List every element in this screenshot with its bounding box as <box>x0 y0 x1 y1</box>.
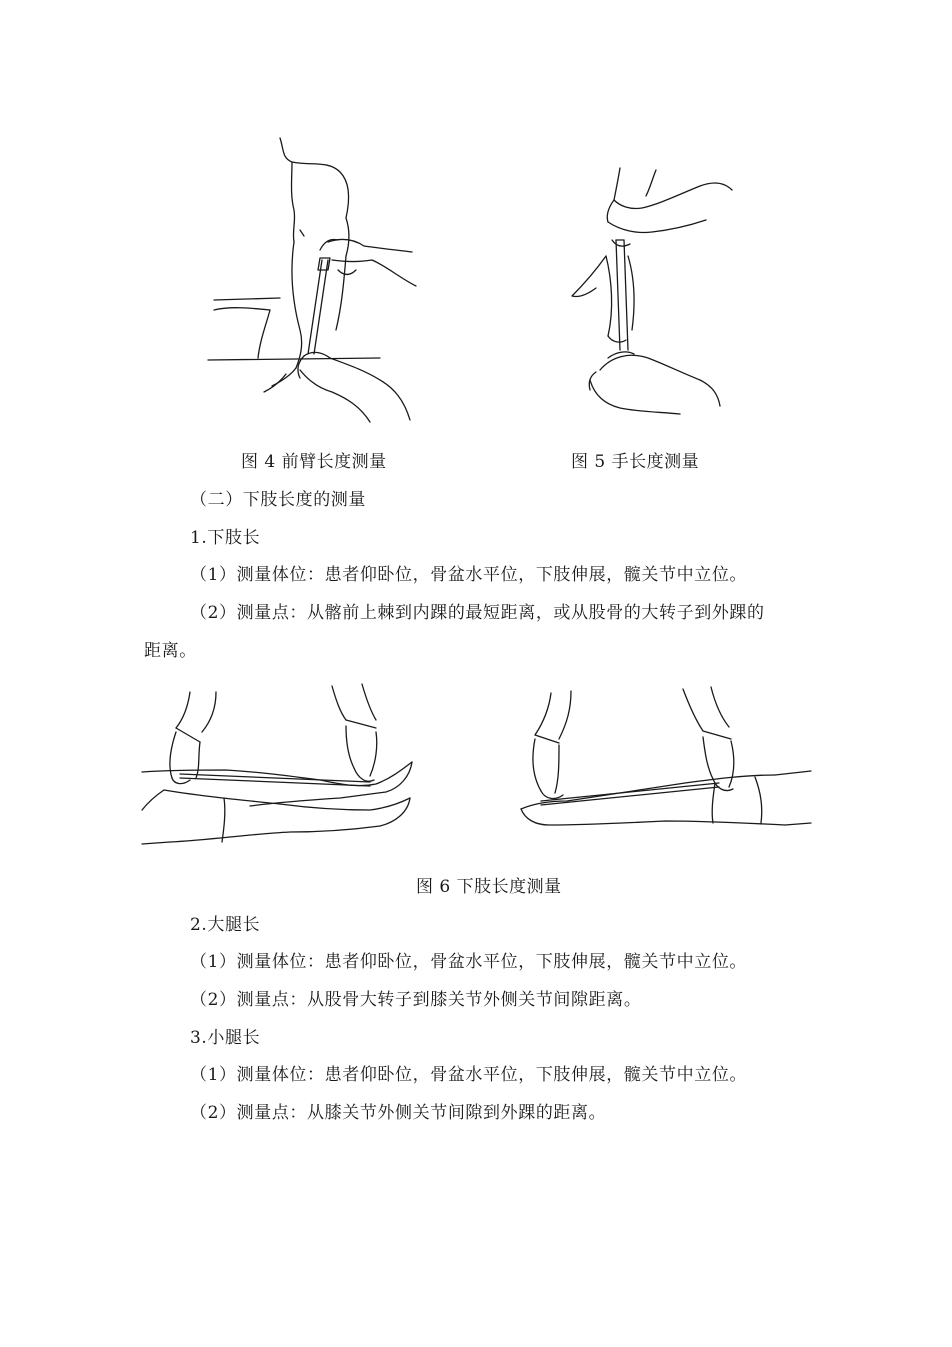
section-heading: （二）下肢长度的测量 <box>190 490 366 510</box>
lower-limb-points-line2: 距离。 <box>144 641 197 661</box>
figure-5-caption: 图 5 手长度测量 <box>571 452 700 472</box>
thigh-points: （2）测量点：从股骨大转子到膝关节外侧关节间隙距离。 <box>190 990 642 1010</box>
lower-limb-title: 1.下肢长 <box>190 528 261 548</box>
calf-points: （2）测量点：从膝关节外侧关节间隙到外踝的距离。 <box>190 1103 607 1123</box>
figure-4-caption: 图 4 前臂长度测量 <box>241 452 387 472</box>
calf-title: 3.小腿长 <box>190 1028 261 1048</box>
lower-limb-position: （1）测量体位：患者仰卧位，骨盆水平位，下肢伸展，髋关节中立位。 <box>190 565 748 585</box>
figure-4-forearm-illustration <box>200 130 430 430</box>
lower-limb-points-line1: （2）测量点：从髂前上棘到内踝的最短距离，或从股骨的大转子到外踝的 <box>190 603 765 623</box>
figure-5-hand-illustration <box>560 160 745 425</box>
thigh-title: 2.大腿长 <box>190 915 261 935</box>
figure-6-caption: 图 6 下肢长度测量 <box>416 877 562 897</box>
figure-6-left-illustration <box>140 680 422 855</box>
thigh-position: （1）测量体位：患者仰卧位，骨盆水平位，下肢伸展，髋关节中立位。 <box>190 952 748 972</box>
figure-6-right-illustration <box>515 683 813 855</box>
calf-position: （1）测量体位：患者仰卧位，骨盆水平位，下肢伸展，髋关节中立位。 <box>190 1065 748 1085</box>
